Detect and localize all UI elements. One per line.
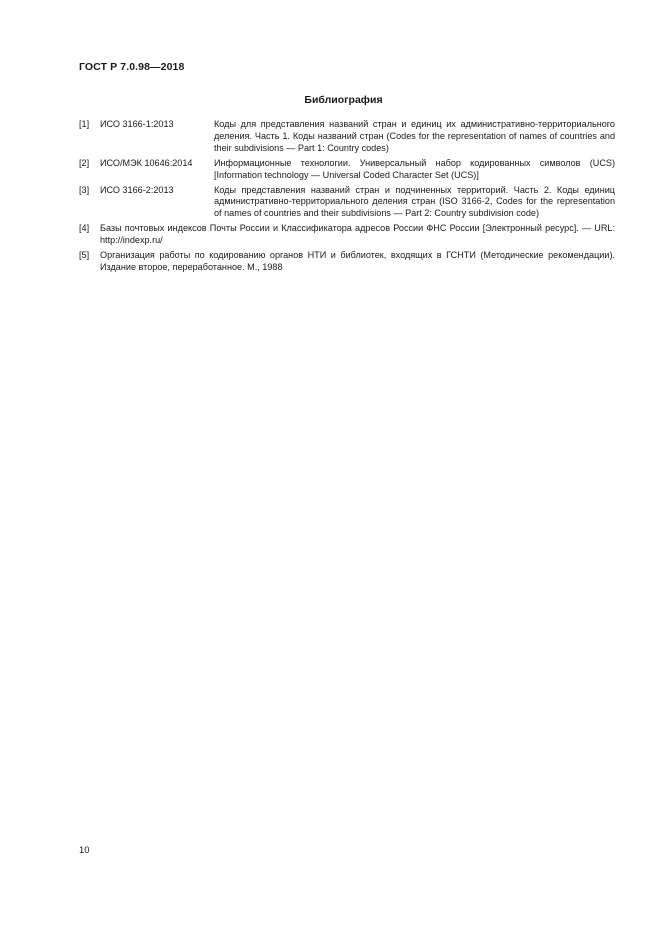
bibliography-entry-3 bbox=[79, 185, 615, 221]
entry-text: Базы почтовых индексов Почты России и Классификатора адресов России ФНС России [Электронный ресурс]. — URL: http://indexp.ru/ bbox=[100, 223, 615, 246]
entry-number: [5] bbox=[79, 250, 90, 261]
entry-reference: ИСО 3166-2:2013 bbox=[100, 184, 174, 195]
entry-text: Информационные технологии. Универсальный набор кодированных символов (UCS) [Information technology — Universal Coded Character Set (UCS)] bbox=[214, 157, 615, 180]
entry-text: Организация работы по кодированию органов НТИ и библиотек, входящих в ГСНТИ (Методические рекомендации). Издание второе, переработанное. М., 1988 bbox=[100, 250, 615, 272]
document-id-header: ГОСТ Р 7.0.98—2018 bbox=[79, 61, 185, 73]
entry-number: [4] bbox=[79, 223, 90, 234]
entry-number: [1] bbox=[79, 119, 90, 129]
section-title: Библиография bbox=[304, 94, 383, 106]
entry-reference: ИСО/МЭК 10646:2014 bbox=[100, 157, 193, 168]
entry-reference: ИСО 3166-1:2013 bbox=[100, 119, 174, 129]
entry-number: [2] bbox=[79, 157, 90, 168]
entry-text: Коды для представления названий стран и единиц их административно-территориального деления. Часть 1. Коды названий стран (Codes for the representation of names of countries and their subdivisions — Part 1: Country codes) bbox=[214, 119, 615, 153]
bibliography-entry-1 bbox=[79, 119, 615, 155]
bibliography-entry-4 bbox=[79, 223, 615, 247]
page-number: 10 bbox=[79, 845, 90, 856]
entry-text: Коды представления названий стран и подчиненных территорий. Часть 2. Коды единиц административно-территориального деления стран (ISO 3166-2, Codes for the representation of names of countries and their subdivisions — Part 2: Country subdivision code) bbox=[214, 184, 615, 219]
bibliography-entry-5 bbox=[79, 250, 615, 274]
bibliography-list bbox=[79, 119, 615, 277]
entry-number: [3] bbox=[79, 184, 90, 195]
bibliography-entry-2 bbox=[79, 158, 615, 182]
